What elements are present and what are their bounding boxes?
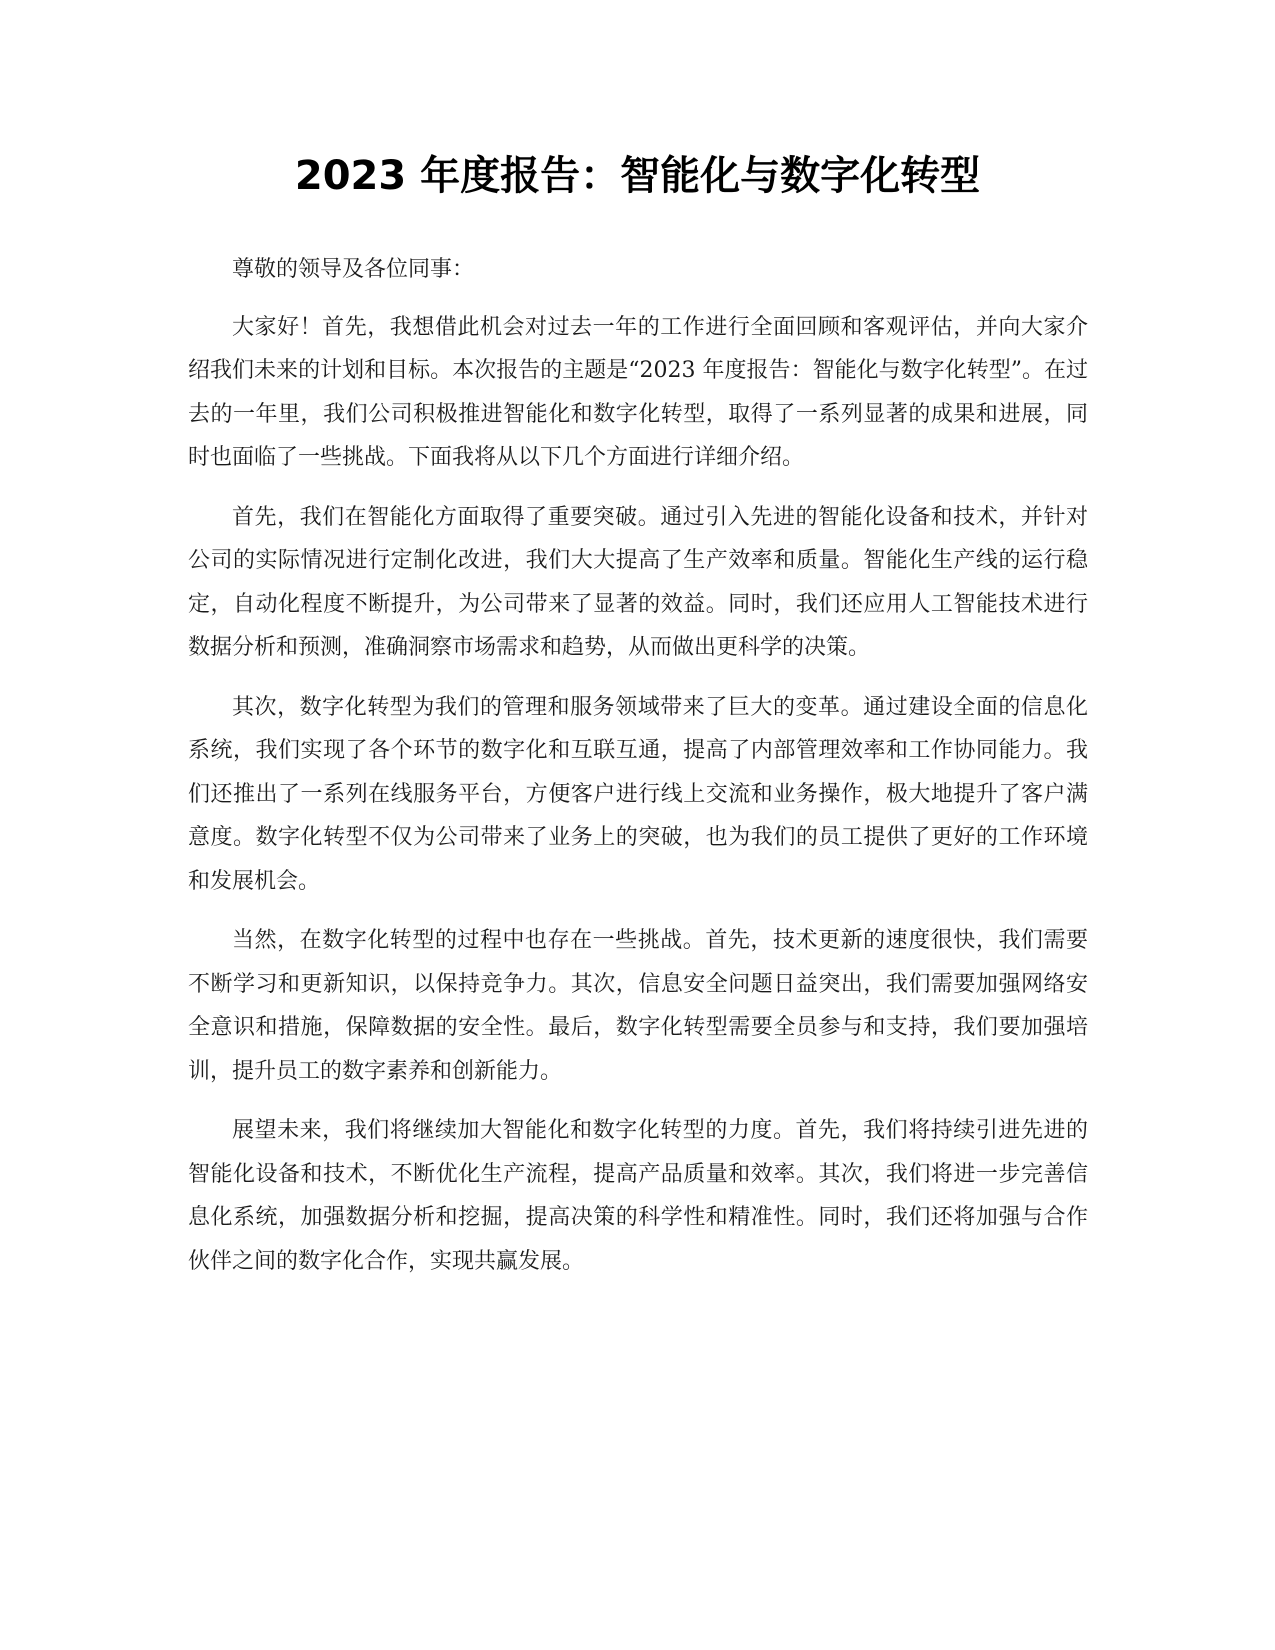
document-title: 2023 年度报告：智能化与数字化转型: [294, 153, 981, 199]
salutation: 尊敬的领导及各位同事：: [232, 257, 475, 282]
paragraph-outlook: 展望未来，我们将继续加大智能化和数字化转型的力度。首先，我们将持续引进先进的智能化设备和技术，不断优化生产流程，提高产品质量和效率。其次，我们将进一步完善信息化系统，加强数据分析和挖掘，提高决策的科学性和精准性。同时，我们还将加强与合作伙伴之间的数字化合作，实现共赢发展。: [188, 1118, 1088, 1274]
paragraph-challenges: 当然，在数字化转型的过程中也存在一些挑战。首先，技术更新的速度很快，我们需要不断学习和更新知识，以保持竞争力。其次，信息安全问题日益突出，我们需要加强网络安全意识和措施，保障数据的安全性。最后，数字化转型需要全员参与和支持，我们要加强培训，提升员工的数字素养和创新能力。: [188, 928, 1088, 1084]
paragraph-digital-transformation: 其次，数字化转型为我们的管理和服务领域带来了巨大的变革。通过建设全面的信息化系统，我们实现了各个环节的数字化和互联互通，提高了内部管理效率和工作协同能力。我们还推出了一系列在线服务平台，方便客户进行线上交流和业务操作，极大地提升了客户满意度。数字化转型不仅为公司带来了业务上的突破，也为我们的员工提供了更好的工作环境和发展机会。: [188, 694, 1088, 894]
document-body: [188, 248, 1088, 1299]
paragraph-intelligence: 首先，我们在智能化方面取得了重要突破。通过引入先进的智能化设备和技术，并针对公司的实际情况进行定制化改进，我们大大提高了生产效率和质量。智能化生产线的运行稳定，自动化程度不断提升，为公司带来了显著的效益。同时，我们还应用人工智能技术进行数据分析和预测，准确洞察市场需求和趋势，从而做出更科学的决策。: [188, 504, 1088, 660]
paragraph-intro: 大家好！首先，我想借此机会对过去一年的工作进行全面回顾和客观评估，并向大家介绍我们未来的计划和目标。本次报告的主题是“2023 年度报告：智能化与数字化转型”。在过去的一年里，我们公司积极推进智能化和数字化转型，取得了一系列显著的成果和进展，同时也面临了一些挑战。下面我将从以下几个方面进行详细介绍。: [188, 314, 1088, 470]
